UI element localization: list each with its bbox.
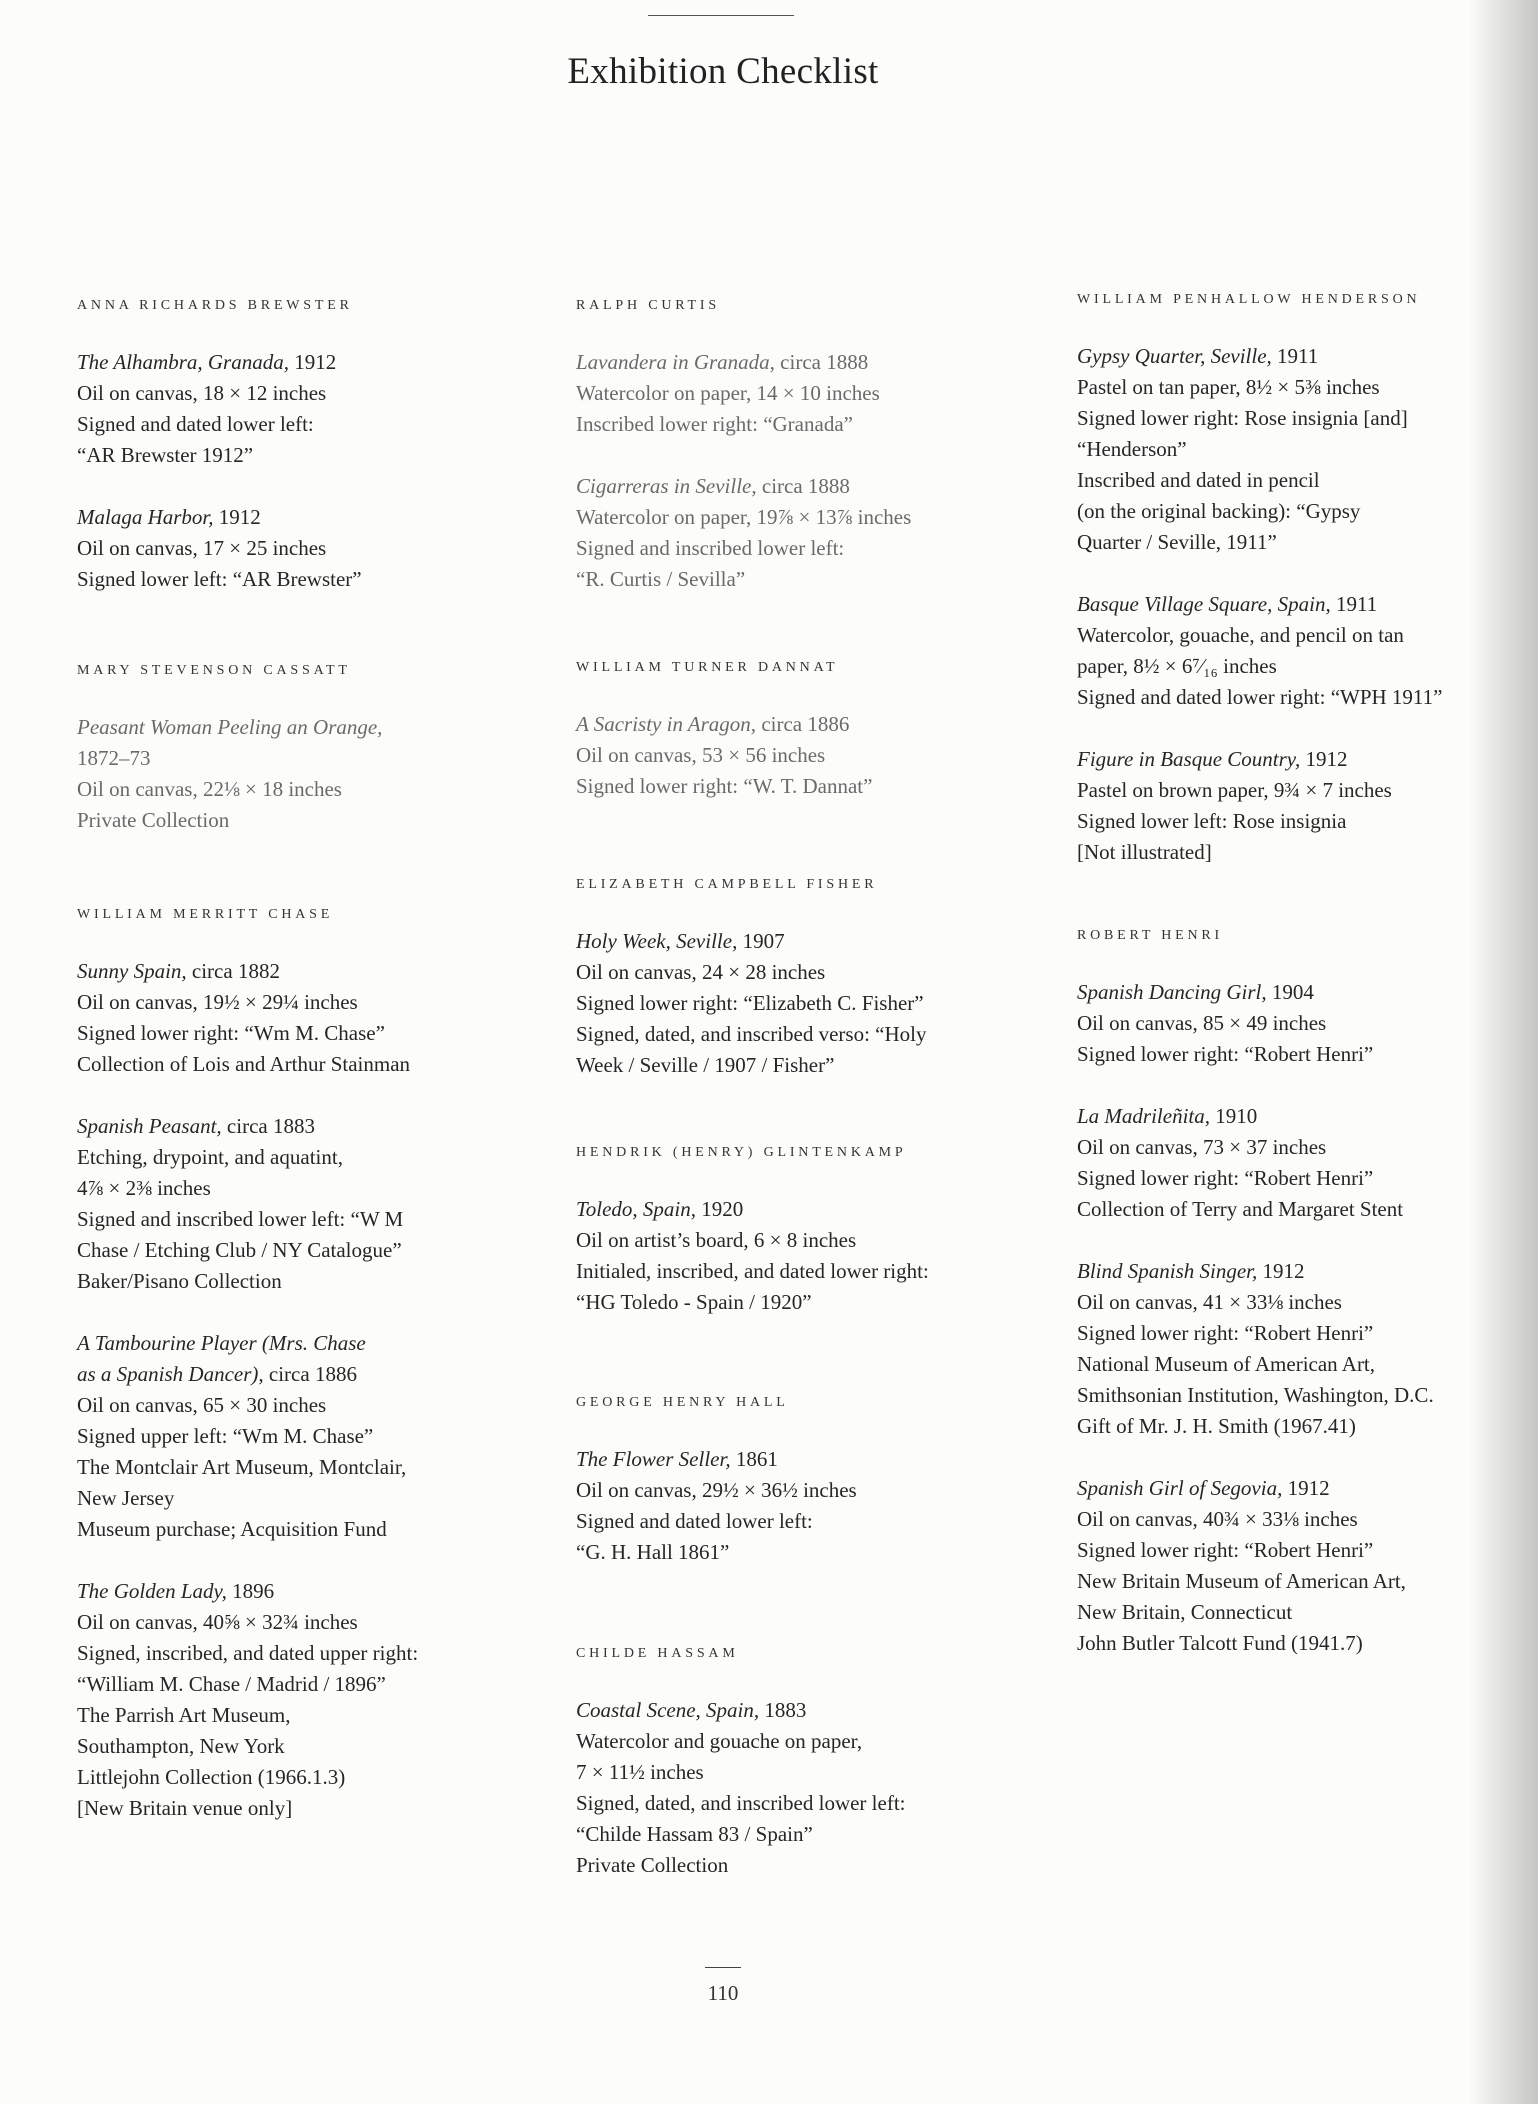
artwork-date: 1911 [1335,592,1378,616]
artwork-entry [77,347,547,471]
page-number-rule [705,1967,741,1968]
artwork-detail: Signed lower right: Rose insignia [and] [1077,406,1408,430]
artist-section [1077,292,1538,868]
artwork-date: 1896 [232,1579,275,1603]
artwork-detail: Gift of Mr. J. H. Smith (1967.41) [1077,1414,1356,1438]
artwork-title: Toledo, Spain, [576,1197,696,1221]
artwork-detail: “AR Brewster 1912” [77,443,254,467]
artwork-date: 1883 [764,1698,807,1722]
artwork-detail: Collection of Terry and Margaret Stent [1077,1197,1404,1221]
artwork-detail: Etching, drypoint, and aquatint, [77,1145,343,1169]
artwork-detail: 1872–73 [77,746,151,770]
artwork-title-line [1077,341,1538,372]
artist-name: ELIZABETH CAMPBELL FISHER [576,877,878,892]
artwork-title-line [576,1194,1046,1225]
artwork-detail: Signed lower right: “Robert Henri” [1077,1321,1374,1345]
page-number: 110 [707,1981,739,2005]
artwork-detail: Signed, inscribed, and dated upper right: [77,1641,419,1665]
artwork-date: 1910 [1215,1104,1258,1128]
artwork-title-line [576,1695,1046,1726]
artwork-entry [1077,1473,1538,1659]
artwork-date: 1920 [701,1197,744,1221]
artwork-title: The Golden Lady, [77,1579,227,1603]
artist-name: GEORGE HENRY HALL [576,1395,789,1410]
artwork-entry [576,347,1046,440]
artwork-detail: Signed lower right: “Robert Henri” [1077,1042,1374,1066]
artwork-date: 1912 [1305,747,1348,771]
artwork-title: Gypsy Quarter, Seville, [1077,344,1272,368]
artwork-detail: Oil on canvas, 41 × 33⅛ inches [1077,1290,1342,1314]
artwork-title: The Alhambra, Granada, [77,350,289,374]
artwork-title: Spanish Peasant, [77,1114,222,1138]
artwork-entry [1077,1256,1538,1442]
page-title: Exhibition Checklist [567,51,879,92]
artwork-title: A Sacristy in Aragon, [576,712,757,736]
artwork-detail: 7 × 11½ inches [576,1760,704,1784]
artwork-entry [576,709,1046,802]
artwork-date: 1904 [1271,980,1314,1004]
artwork-date: circa 1888 [761,474,850,498]
artwork-title: Coastal Scene, Spain, [576,1698,760,1722]
artwork-title-line [1077,1101,1538,1132]
artwork-detail: The Montclair Art Museum, Montclair, [77,1455,407,1479]
artwork-title-line [576,471,1046,502]
artwork-detail: Chase / Etching Club / NY Catalogue” [77,1238,402,1262]
artwork-detail: Oil on canvas, 18 × 12 inches [77,381,327,405]
artwork-title: La Madrileñita, [1077,1104,1211,1128]
artwork-detail: Initialed, inscribed, and dated lower right: [576,1259,929,1283]
artwork-detail: Oil on canvas, 29½ × 36½ inches [576,1478,857,1502]
artwork-date: 1912 [294,350,337,374]
artwork-detail: Signed and dated lower right: “WPH 1911” [1077,685,1443,709]
artwork-title: Spanish Girl of Segovia, [1077,1476,1283,1500]
artwork-title: Peasant Woman Peeling an Orange, [77,715,383,739]
artwork-title: A Tambourine Player (Mrs. Chase [77,1331,366,1355]
artwork-detail: [Not illustrated] [1077,840,1212,864]
artwork-detail: Inscribed lower right: “Granada” [576,412,853,436]
artist-section [1077,928,1538,1659]
artwork-date: 1912 [1262,1259,1305,1283]
artwork-detail: Oil on canvas, 19½ × 29¼ inches [77,990,358,1014]
artwork-detail: Museum purchase; Acquisition Fund [77,1517,387,1541]
artwork-title-line [576,926,1046,957]
artwork-detail: Oil on canvas, 53 × 56 inches [576,743,826,767]
artwork-detail: “William M. Chase / Madrid / 1896” [77,1672,386,1696]
artwork-title: Sunny Spain, [77,959,187,983]
artwork-title-line [1077,589,1538,620]
artwork-title-line [77,1328,547,1359]
artwork-detail: “R. Curtis / Sevilla” [576,567,746,591]
artwork-title-continued: as a Spanish Dancer), [77,1362,264,1386]
artwork-title: Holy Week, Seville, [576,929,738,953]
artwork-detail: Signed and inscribed lower left: [576,536,845,560]
artist-name: CHILDE HASSAM [576,1646,739,1661]
artwork-date: circa 1882 [191,959,280,983]
artwork-title-line [77,712,547,743]
artwork-date: circa 1886 [761,712,850,736]
artwork-detail: Oil on canvas, 73 × 37 inches [1077,1135,1327,1159]
artwork-title: Lavandera in Granada, [576,350,775,374]
artwork-entry [576,1444,1046,1568]
artwork-detail: Oil on canvas, 40⅝ × 32¾ inches [77,1610,358,1634]
artwork-detail: Watercolor on paper, 14 × 10 inches [576,381,880,405]
artist-name: WILLIAM MERRITT CHASE [77,907,334,922]
artist-section [576,1395,1046,1568]
artist-section [576,877,1046,1081]
artwork-date: 1907 [742,929,785,953]
artwork-title-line [576,709,1046,740]
artist-name: ROBERT HENRI [1077,928,1224,943]
artwork-detail: Signed, dated, and inscribed verso: “Holy [576,1022,927,1046]
artwork-detail: [New Britain venue only] [77,1796,293,1820]
artist-section [77,907,547,1824]
artwork-detail: Oil on canvas, 85 × 49 inches [1077,1011,1327,1035]
artwork-entry [1077,589,1538,713]
artwork-detail: Signed lower right: “Wm M. Chase” [77,1021,385,1045]
artwork-detail: “Henderson” [1077,437,1187,461]
artwork-detail: Signed lower left: “AR Brewster” [77,567,362,591]
artwork-title-line [77,956,547,987]
artwork-detail: Signed and dated lower left: [576,1509,813,1533]
artwork-date: circa 1888 [780,350,869,374]
artwork-detail: Pastel on tan paper, 8½ × 5⅜ inches [1077,375,1380,399]
artwork-title: The Flower Seller, [576,1447,731,1471]
artwork-entry [77,1111,547,1297]
artwork-entry [77,502,547,595]
artwork-date: circa 1886 [268,1362,357,1386]
artwork-detail: 4⅞ × 2⅜ inches [77,1176,211,1200]
artwork-detail: Signed lower left: Rose insignia [1077,809,1347,833]
artist-name: WILLIAM TURNER DANNAT [576,660,839,675]
artwork-detail: “HG Toledo - Spain / 1920” [576,1290,812,1314]
artwork-detail: Oil on canvas, 22⅛ × 18 inches [77,777,342,801]
artwork-entry [576,471,1046,595]
artwork-detail: Signed lower right: “W. T. Dannat” [576,774,873,798]
artwork-detail: Signed and dated lower left: [77,412,314,436]
artwork-detail: Collection of Lois and Arthur Stainman [77,1052,411,1076]
artwork-detail: Oil on canvas, 40¾ × 33⅛ inches [1077,1507,1358,1531]
artwork-detail: New Britain Museum of American Art, [1077,1569,1406,1593]
artwork-detail: Watercolor, gouache, and pencil on tan [1077,623,1404,647]
artwork-detail: Smithsonian Institution, Washington, D.C. [1077,1383,1434,1407]
artist-name: HENDRIK (HENRY) GLINTENKAMP [576,1145,907,1160]
artwork-date: 1911 [1277,344,1319,368]
artwork-detail: (on the original backing): “Gypsy [1077,499,1361,523]
artwork-detail: Signed and inscribed lower left: “W M [77,1207,404,1231]
artwork-detail: The Parrish Art Museum, [77,1703,291,1727]
artwork-detail: Signed lower right: “Elizabeth C. Fisher” [576,991,924,1015]
artwork-entry [1077,744,1538,868]
artist-section [77,298,547,595]
artwork-detail: Watercolor on paper, 19⅞ × 13⅞ inches [576,505,912,529]
artwork-title: Figure in Basque Country, [1077,747,1301,771]
artwork-title: Spanish Dancing Girl, [1077,980,1267,1004]
artwork-title: Malaga Harbor, [77,505,214,529]
artwork-date: circa 1883 [226,1114,315,1138]
artwork-detail: Oil on canvas, 24 × 28 inches [576,960,826,984]
artist-section [576,298,1046,595]
artwork-title: Blind Spanish Singer, [1077,1259,1258,1283]
artwork-title: Cigarreras in Seville, [576,474,757,498]
artwork-entry [576,926,1046,1081]
artwork-entry [1077,341,1538,558]
artwork-entry [1077,977,1538,1070]
artwork-detail: Private Collection [77,808,230,832]
artist-section [576,1646,1046,1881]
artwork-title-line [77,347,547,378]
artwork-detail: John Butler Talcott Fund (1941.7) [1077,1631,1363,1655]
artwork-detail: Southampton, New York [77,1734,285,1758]
artwork-detail: “Childe Hassam 83 / Spain” [576,1822,813,1846]
artwork-detail: Oil on canvas, 65 × 30 inches [77,1393,327,1417]
artwork-detail: Signed upper left: “Wm M. Chase” [77,1424,374,1448]
artwork-detail: “G. H. Hall 1861” [576,1540,730,1564]
artwork-detail: Inscribed and dated in pencil [1077,468,1320,492]
artwork-detail: Oil on canvas, 17 × 25 inches [77,536,327,560]
artwork-entry [576,1695,1046,1881]
artwork-entry [77,1328,547,1545]
artwork-entry [1077,1101,1538,1225]
artist-name: RALPH CURTIS [576,298,720,313]
artwork-entry [77,956,547,1080]
artwork-detail: Watercolor and gouache on paper, [576,1729,863,1753]
artwork-detail: New Jersey [77,1486,175,1510]
artwork-title-line [576,1444,1046,1475]
artwork-title-line [77,1359,547,1390]
artwork-title-line [576,347,1046,378]
artwork-title-line [1077,744,1538,775]
artwork-detail: New Britain, Connecticut [1077,1600,1293,1624]
artwork-detail: Private Collection [576,1853,729,1877]
artwork-detail: National Museum of American Art, [1077,1352,1376,1376]
artwork-title-line [77,502,547,533]
artist-name: MARY STEVENSON CASSATT [77,663,351,678]
artwork-title-line [77,1576,547,1607]
artwork-title-line [1077,1473,1538,1504]
artist-section [576,660,1046,802]
artwork-detail: Signed lower right: “Robert Henri” [1077,1538,1374,1562]
artwork-detail: Pastel on brown paper, 9¾ × 7 inches [1077,778,1392,802]
artwork-detail: Signed, dated, and inscribed lower left: [576,1791,906,1815]
artwork-title-line [77,1111,547,1142]
artwork-title-line [1077,1256,1538,1287]
artwork-date: 1912 [1287,1476,1330,1500]
artist-section [576,1145,1046,1318]
artwork-title-line [1077,977,1538,1008]
artwork-detail: Littlejohn Collection (1966.1.3) [77,1765,346,1789]
artist-section [77,663,547,836]
artwork-detail: Oil on artist’s board, 6 × 8 inches [576,1228,857,1252]
artwork-date: 1861 [735,1447,778,1471]
artwork-entry [77,712,547,836]
artwork-date: 1912 [218,505,261,529]
top-rule [648,15,794,16]
artist-name: ANNA RICHARDS BREWSTER [77,298,353,313]
artwork-detail: Signed lower right: “Robert Henri” [1077,1166,1374,1190]
artwork-detail: Week / Seville / 1907 / Fisher” [576,1053,835,1077]
artwork-detail: Baker/Pisano Collection [77,1269,282,1293]
artist-name: WILLIAM PENHALLOW HENDERSON [1077,292,1421,307]
artwork-entry [77,1576,547,1824]
artwork-detail: paper, 8½ × 6⁷⁄₁₆ inches [1077,654,1277,678]
artwork-title: Basque Village Square, Spain, [1077,592,1331,616]
artwork-entry [576,1194,1046,1318]
artwork-detail: Quarter / Seville, 1911” [1077,530,1277,554]
